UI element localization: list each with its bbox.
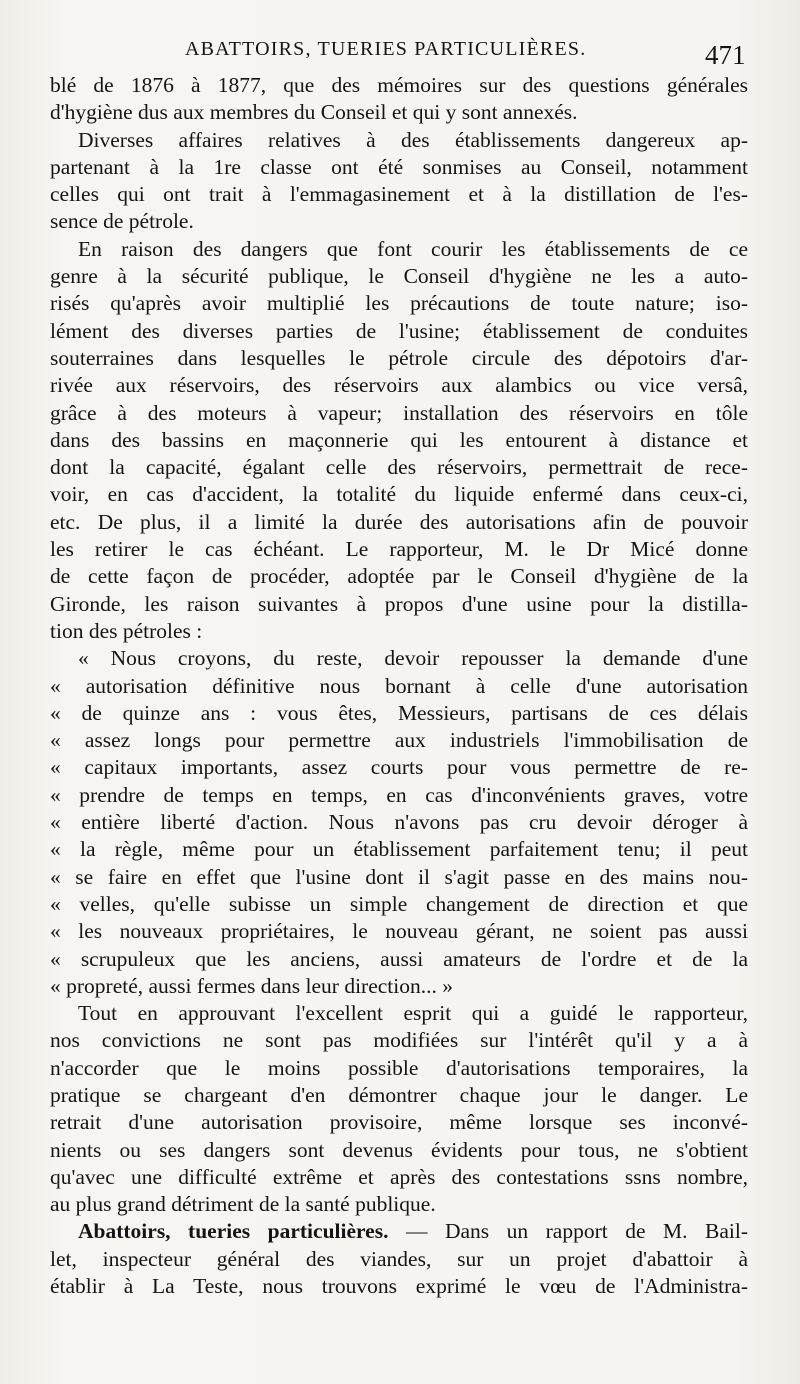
text-line: pratique se chargeant d'en démontrer chaque jour le danger. Le <box>50 1082 748 1107</box>
text-line: rivée aux réservoirs, des réservoirs aux alambics ou vice versâ, <box>50 373 748 398</box>
text-line: celles qui ont trait à l'emmagasinement et à la distillation de l'es- <box>50 182 748 207</box>
text-line: Gironde, les raison suivantes à propos d'une usine pour la distilla- <box>50 591 748 616</box>
section-heading-rest: — Dans un rapport de M. Bail- <box>388 1219 749 1244</box>
text-line: dans des bassins en maçonnerie qui les entourent à distance et <box>50 427 748 452</box>
body-text <box>50 72 748 1300</box>
text-line: genre à la sécurité publique, le Conseil d'hygiène ne les a auto- <box>50 264 748 289</box>
text-line: « se faire en effet que l'usine dont il s'agit passe en des mains nou- <box>50 864 748 889</box>
text-line: qu'avec une difficulté extrême et après des contestations ssns nombre, <box>50 1164 748 1189</box>
text-line: les retirer le cas échéant. Le rapporteur, M. le Dr Micé donne <box>50 537 748 562</box>
page-number: 471 <box>705 40 746 70</box>
text-line: partenant à la 1re classe ont été sonmises au Conseil, notamment <box>50 154 748 179</box>
text-line: etc. De plus, il a limité la durée des autorisations afin de pouvoir <box>50 509 748 534</box>
text-line: « autorisation définitive nous bornant à celle d'une autorisation <box>50 673 748 698</box>
text-line: retrait d'une autorisation provisoire, même lorsque ses inconvé- <box>50 1110 748 1135</box>
text-line: blé de 1876 à 1877, que des mémoires sur des questions générales <box>50 73 748 97</box>
text-line: « capitaux importants, assez courts pour vous permettre de re- <box>50 755 748 780</box>
text-line: dont la capacité, égalant celle des réservoirs, permettrait de rece- <box>50 455 748 480</box>
text-line: sence de pétrole. <box>50 209 194 234</box>
text-line: « les nouveaux propriétaires, le nouveau gérant, ne soient pas aussi <box>50 919 748 944</box>
text-line: « entière liberté d'action. Nous n'avons pas cru devoir déroger à <box>50 810 748 835</box>
text-line: tion des pétroles : <box>50 618 203 643</box>
text-line: Tout en approuvant l'excellent esprit qui a guidé le rapporteur, <box>78 1001 748 1026</box>
text-line: « assez longs pour permettre aux industriels l'immobilisation de <box>50 728 748 753</box>
text-line: let, inspecteur général des viandes, sur un projet d'abattoir à <box>50 1246 748 1271</box>
text-line: risés qu'après avoir multiplié les précautions de toute nature; iso- <box>50 291 748 316</box>
text-line: « Nous croyons, du reste, devoir repousser la demande d'une <box>78 646 748 671</box>
text-line: de cette façon de procéder, adoptée par le Conseil d'hygiène de la <box>50 564 748 589</box>
text-line: n'accorder que le moins possible d'autorisations temporaires, la <box>50 1055 748 1080</box>
text-line: nients ou ses dangers sont devenus évidents pour tous, ne s'obtient <box>50 1137 748 1162</box>
text-line: d'hygiène dus aux membres du Conseil et qui y sont annexés. <box>50 100 578 125</box>
text-line: établir à La Teste, nous trouvons exprimé le vœu de l'Administra- <box>50 1274 748 1299</box>
text-line: grâce à des moteurs à vapeur; installation des réservoirs en tôle <box>50 400 748 425</box>
text-line: Diverses affaires relatives à des établissements dangereux ap- <box>78 127 748 152</box>
text-line: souterraines dans lesquelles le pétrole circule des dépotoirs d'ar- <box>50 345 748 370</box>
running-head: ABATTOIRS, TUERIES PARTICULIÈRES. <box>185 38 587 60</box>
text-line: « prendre de temps en temps, en cas d'inconvénients graves, votre <box>50 782 748 807</box>
text-line: au plus grand détriment de la santé publique. <box>50 1192 436 1217</box>
text-line: « de quinze ans : vous êtes, Messieurs, partisans de ces délais <box>50 700 748 725</box>
text-line: nos convictions ne sont pas modifiées sur l'intérêt qu'il y a à <box>50 1028 748 1053</box>
text-line: « scrupuleux que les anciens, aussi amateurs de l'ordre et de la <box>50 946 748 971</box>
text-line: « la règle, même pour un établissement parfaitement tenu; il peut <box>50 837 748 862</box>
text-line: voir, en cas d'accident, la totalité du liquide enfermé dans ceux-ci, <box>50 482 748 507</box>
section-heading-line <box>50 1218 748 1245</box>
text-line: lément des diverses parties de l'usine; établissement de conduites <box>50 318 748 343</box>
text-line: En raison des dangers que font courir les établissements de ce <box>78 236 748 261</box>
text-line: « propreté, aussi fermes dans leur direction... » <box>50 973 453 998</box>
section-heading: Abattoirs, tueries particulières. <box>78 1219 389 1244</box>
text-line: « velles, qu'elle subisse un simple changement de direction et que <box>50 891 748 916</box>
